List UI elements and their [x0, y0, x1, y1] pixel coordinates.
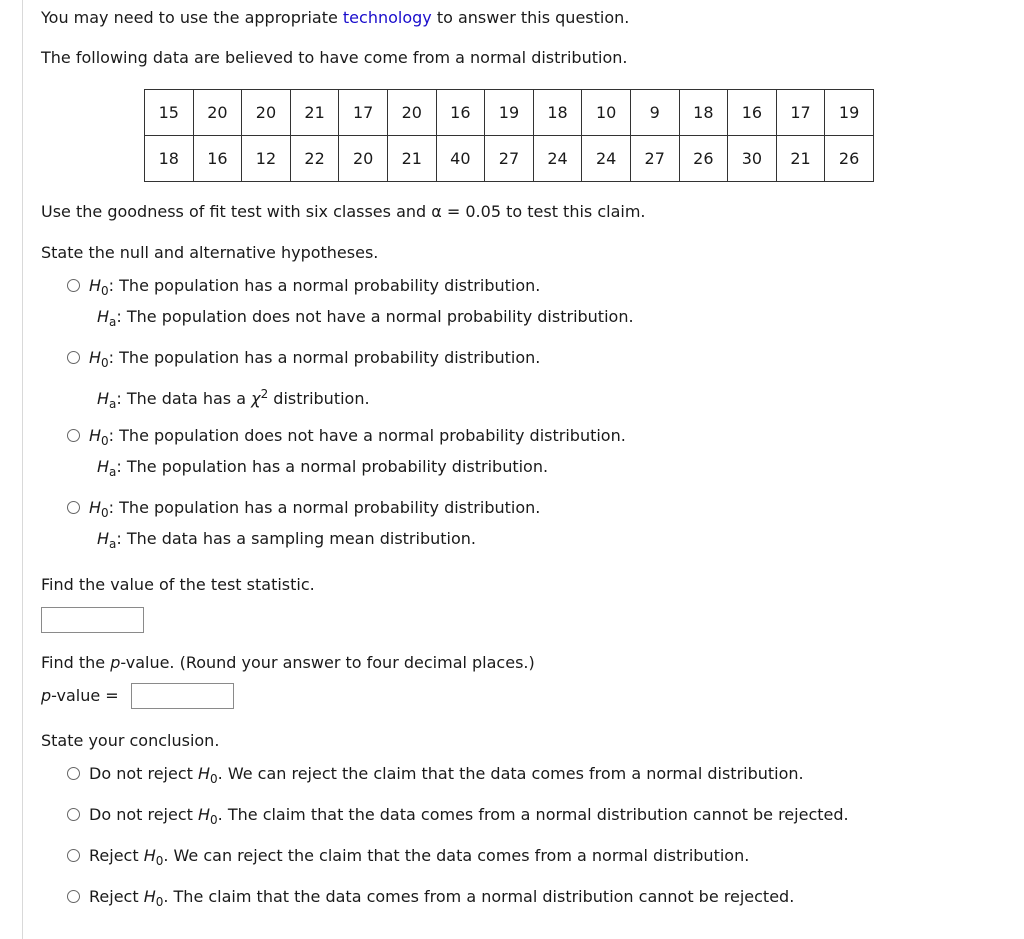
pvalue-label: p-value = — [41, 686, 119, 705]
table-cell: 16 — [728, 90, 777, 136]
table-cell: 17 — [339, 90, 388, 136]
data-table — [144, 89, 874, 182]
conclusion-radio-4[interactable] — [67, 890, 80, 903]
hypothesis-3-null: $H_0$: The population does not have a normal probability distribution. — [89, 426, 626, 448]
hypothesis-4-null: $H_0$: The population has a normal probability distribution. — [89, 498, 541, 520]
intro-text-end: to answer this question. — [431, 8, 630, 27]
table-cell: 18 — [679, 90, 728, 136]
table-cell: 21 — [776, 136, 825, 182]
test-statistic-label: Find the value of the test statistic. — [41, 575, 315, 594]
table-cell: 21 — [387, 136, 436, 182]
hypothesis-radio-3[interactable] — [67, 429, 80, 442]
hypothesis-radio-4[interactable] — [67, 501, 80, 514]
table-cell: 24 — [582, 136, 631, 182]
table-cell: 20 — [387, 90, 436, 136]
table-cell: 15 — [145, 90, 194, 136]
state-hypotheses-label: State the null and alternative hypotheses. — [41, 243, 379, 262]
table-cell: 22 — [290, 136, 339, 182]
pvalue-input[interactable] — [131, 683, 234, 709]
table-cell: 20 — [193, 90, 242, 136]
table-cell: 18 — [145, 136, 194, 182]
table-row — [145, 136, 874, 182]
table-cell: 30 — [728, 136, 777, 182]
table-cell: 17 — [776, 90, 825, 136]
technology-link[interactable]: technology — [342, 8, 432, 27]
intro-line-2: The following data are believed to have come from a normal distribution. — [41, 48, 628, 67]
table-cell: 16 — [436, 90, 485, 136]
test-statistic-input[interactable] — [41, 607, 144, 633]
table-cell: 9 — [630, 90, 679, 136]
table-cell: 24 — [533, 136, 582, 182]
table-cell: 18 — [533, 90, 582, 136]
table-cell: 16 — [193, 136, 242, 182]
intro-text: You may need to use the appropriate — [41, 8, 343, 27]
hypothesis-4-alt: $H_a$: The data has a sampling mean distribution. — [97, 529, 476, 551]
hypothesis-1-alt: $H_a$: The population does not have a normal probability distribution. — [97, 307, 634, 329]
hypothesis-2-alt: $H_a$: The data has a $\chi^2$ distribution. — [97, 387, 370, 411]
conclusion-radio-3[interactable] — [67, 849, 80, 862]
table-row — [145, 90, 874, 136]
table-cell: 26 — [679, 136, 728, 182]
table-cell: 19 — [825, 90, 874, 136]
conclusion-option-3: Reject $H_0$. We can reject the claim that the data comes from a normal distribution. — [89, 846, 750, 868]
conclusion-option-1: Do not reject $H_0$. We can reject the claim that the data comes from a normal distribution. — [89, 764, 804, 786]
goodness-instruction: Use the goodness of fit test with six classes and α = 0.05 to test this claim. — [41, 202, 646, 221]
table-cell: 12 — [242, 136, 291, 182]
table-cell: 19 — [485, 90, 534, 136]
conclusion-option-2: Do not reject $H_0$. The claim that the data comes from a normal distribution cannot be rejected. — [89, 805, 849, 827]
pvalue-prompt: Find the p-value. (Round your answer to four decimal places.) — [41, 653, 535, 672]
conclusion-radio-1[interactable] — [67, 767, 80, 780]
conclusion-radio-2[interactable] — [67, 808, 80, 821]
hypothesis-radio-2[interactable] — [67, 351, 80, 364]
table-cell: 27 — [630, 136, 679, 182]
table-cell: 20 — [339, 136, 388, 182]
hypothesis-2-null: $H_0$: The population has a normal probability distribution. — [89, 348, 541, 370]
table-cell: 27 — [485, 136, 534, 182]
hypothesis-1-null: $H_0$: The population has a normal probability distribution. — [89, 276, 541, 298]
hypothesis-radio-1[interactable] — [67, 279, 80, 292]
table-cell: 10 — [582, 90, 631, 136]
intro-line-1 — [41, 8, 629, 28]
hypothesis-3-alt: $H_a$: The population has a normal probability distribution. — [97, 457, 549, 479]
table-cell: 40 — [436, 136, 485, 182]
left-margin-rule — [22, 0, 23, 939]
table-cell: 26 — [825, 136, 874, 182]
conclusion-option-4: Reject $H_0$. The claim that the data comes from a normal distribution cannot be rejected. — [89, 887, 795, 909]
table-cell: 21 — [290, 90, 339, 136]
table-cell: 20 — [242, 90, 291, 136]
conclusion-label: State your conclusion. — [41, 731, 220, 750]
